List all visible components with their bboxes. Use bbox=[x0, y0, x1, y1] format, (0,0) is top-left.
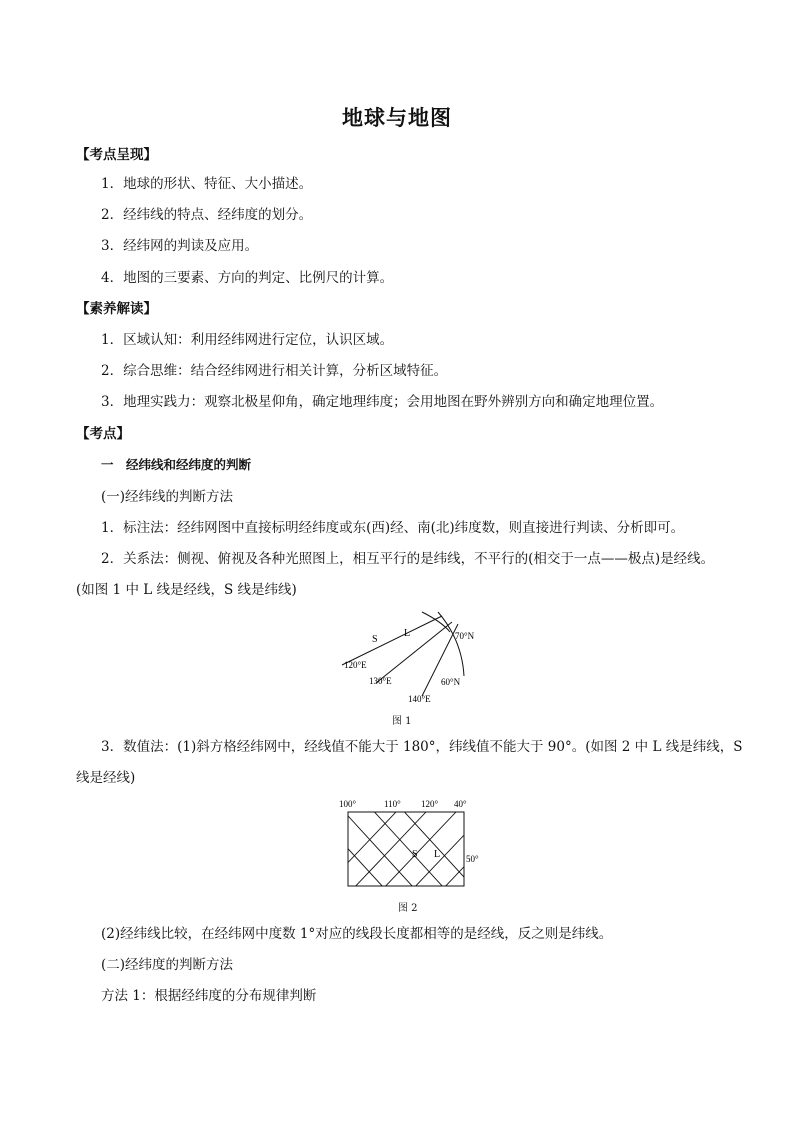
label-s: S bbox=[372, 634, 378, 645]
paragraph: (一)经纬线的判断方法 bbox=[101, 489, 234, 505]
subsection-heading: 一 经纬线和经纬度的判断 bbox=[101, 457, 252, 472]
paragraph: 2．关系法：侧视、俯视及各种光照图上，相互平行的是纬线，不平行的(相交于一点——极点)是经线。 bbox=[101, 551, 715, 567]
paragraph: 3．数值法：(1)斜方格经纬网中，经线值不能大于 180°，纬线值不能大于 90°。(如图 2 中 L 线是纬线，S bbox=[101, 739, 743, 755]
figure-2-oblique-grid bbox=[336, 796, 486, 892]
list-item: 4．地图的三要素、方向的判定、比例尺的计算。 bbox=[101, 270, 394, 286]
label-120: 120° bbox=[421, 799, 439, 809]
label-l: L bbox=[404, 628, 411, 639]
label-100: 100° bbox=[339, 799, 357, 809]
parallel-60n bbox=[438, 612, 464, 676]
parallel bbox=[410, 812, 486, 892]
label-50: 50° bbox=[466, 854, 479, 864]
label-70n: 70°N bbox=[455, 631, 475, 641]
label-40: 40° bbox=[454, 799, 467, 809]
meridian-130 bbox=[336, 796, 384, 888]
figure-1-caption: 图 1 bbox=[392, 716, 412, 727]
label-120e: 120°E bbox=[344, 660, 367, 670]
list-item: 1．区域认知：利用经纬网进行定位，认识区域。 bbox=[101, 332, 394, 348]
section-heading-literacy: 【素养解读】 bbox=[76, 301, 157, 317]
label-l: L bbox=[434, 849, 441, 860]
section-heading-exam-points: 【考点呈现】 bbox=[76, 147, 157, 163]
parallel bbox=[440, 812, 486, 892]
grid-frame bbox=[348, 812, 464, 886]
list-item: 3．经纬网的判读及应用。 bbox=[101, 238, 259, 254]
label-110: 110° bbox=[384, 799, 401, 809]
figure-1-graticule bbox=[330, 608, 490, 708]
list-item: 2．综合思维：结合经纬网进行相关计算，分析区域特征。 bbox=[101, 363, 448, 379]
meridian-130e bbox=[376, 622, 452, 683]
paragraph: 1．标注法：经纬网图中直接标明经纬度或东(西)经、南(北)纬度数，则直接进行判读、分析即可。 bbox=[101, 520, 685, 536]
paragraph: 方法 1：根据经纬度的分布规律判断 bbox=[101, 988, 317, 1004]
label-140e: 140°E bbox=[408, 694, 431, 704]
page-title: 地球与地图 bbox=[342, 105, 452, 130]
list-item: 2．经纬线的特点、经纬度的划分。 bbox=[101, 207, 313, 223]
label-130e: 130°E bbox=[369, 676, 392, 686]
parallel bbox=[336, 812, 396, 892]
parallel bbox=[380, 812, 456, 892]
paragraph: (二)经纬度的判断方法 bbox=[101, 957, 234, 973]
meridian-120e bbox=[342, 616, 442, 665]
label-60n: 60°N bbox=[441, 677, 461, 687]
list-item: 1．地球的形状、特征、大小描述。 bbox=[101, 176, 313, 192]
paragraph-continuation: 线是经线) bbox=[76, 770, 136, 786]
list-item: 3．地理实践力：观察北极星仰角，确定地理纬度；会用地图在野外辨别方向和确定地理位置。 bbox=[101, 394, 664, 410]
paragraph: (2)经纬线比较，在经纬网中度数 1°对应的线段长度都相等的是经线，反之则是纬线。 bbox=[101, 926, 613, 942]
figure-2-caption: 图 2 bbox=[398, 903, 418, 914]
paragraph-continuation: (如图 1 中 L 线是经线，S 线是纬线) bbox=[76, 582, 297, 598]
section-heading-points: 【考点】 bbox=[76, 426, 130, 442]
label-s: S bbox=[412, 849, 418, 860]
